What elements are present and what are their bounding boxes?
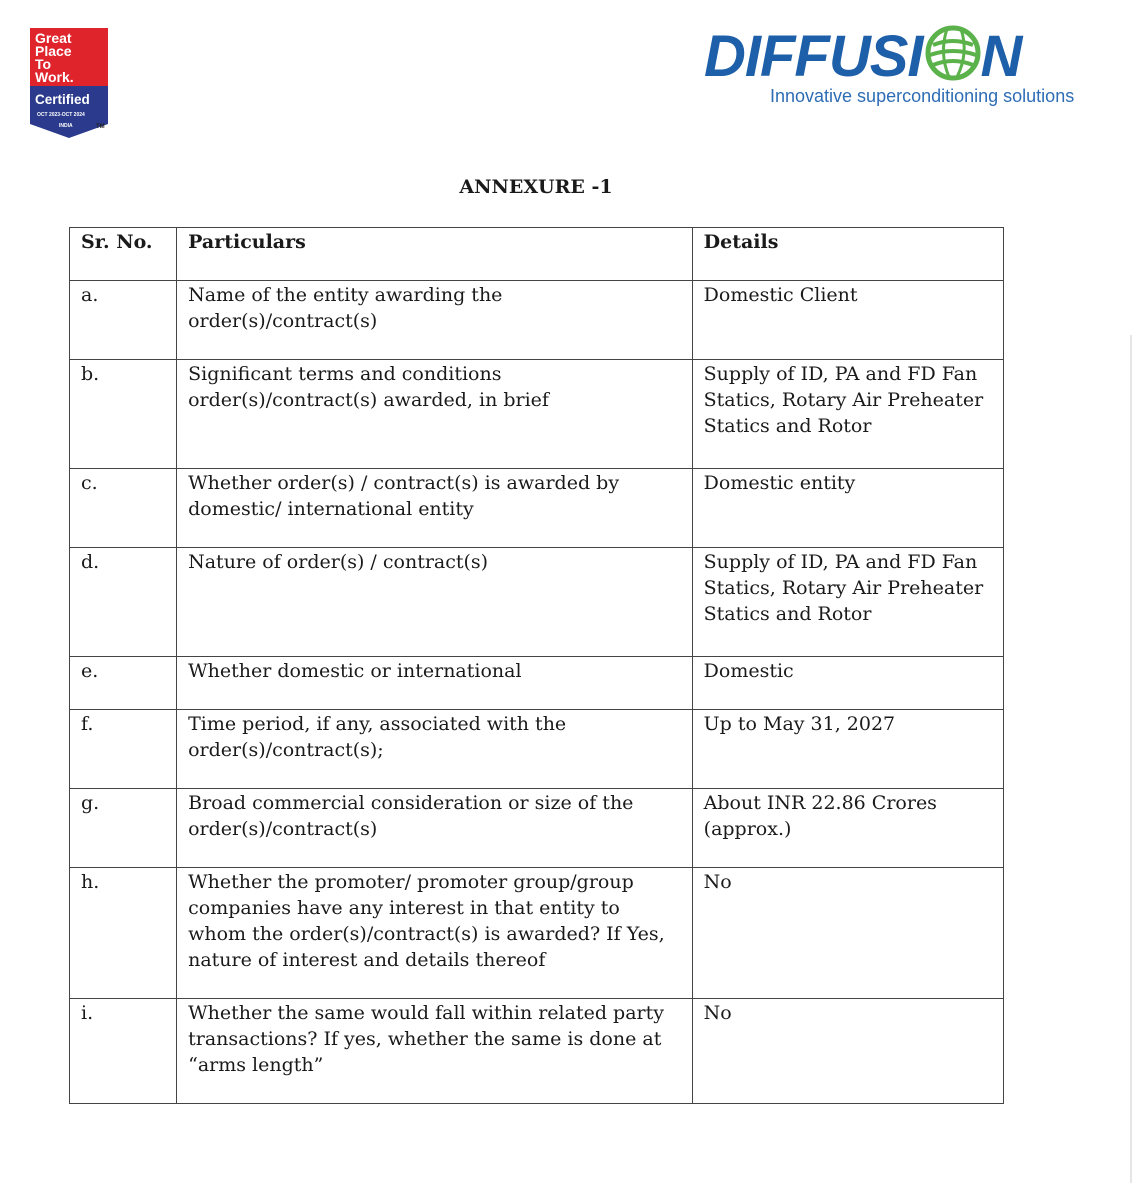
logo-word-left: DIFFUSI <box>704 24 923 89</box>
row-particular: Whether the promoter/ promoter group/group companies have any interest in that entity to whom the order(s)/contract(s) is awarded? If Yes, nature of interest and details thereof <box>177 868 693 999</box>
logo-tagline: Innovative superconditioning solutions <box>770 86 1075 106</box>
row-detail: Domestic Client <box>692 281 1003 360</box>
row-particular: Whether order(s) / contract(s) is awarded by domestic/ international entity <box>177 469 693 548</box>
badge-line-2: Place <box>35 43 72 59</box>
row-detail: Domestic entity <box>692 469 1003 548</box>
row-particular: Time period, if any, associated with the order(s)/contract(s); <box>177 710 693 789</box>
badge-line-4: Work. <box>35 69 74 85</box>
row-sr: d. <box>70 548 177 657</box>
badge-country: INDIA <box>59 123 73 129</box>
header-sr-no: Sr. No. <box>70 228 177 281</box>
table-row <box>70 657 1004 710</box>
badge-period: OCT 2023-OCT 2024 <box>37 112 85 118</box>
row-detail: Supply of ID, PA and FD Fan Statics, Rotary Air Preheater Statics and Rotor <box>692 548 1003 657</box>
badge-trademark: TM <box>96 124 105 130</box>
logo-word-right: N <box>980 24 1022 89</box>
table-row <box>70 281 1004 360</box>
row-sr: a. <box>70 281 177 360</box>
row-particular: Broad commercial consideration or size of the order(s)/contract(s) <box>177 789 693 868</box>
annexure-table <box>69 227 1004 1104</box>
row-detail: Up to May 31, 2027 <box>692 710 1003 789</box>
row-detail: Domestic <box>692 657 1003 710</box>
table-row <box>70 999 1004 1104</box>
row-sr: h. <box>70 868 177 999</box>
row-sr: f. <box>70 710 177 789</box>
badge-certified: Certified <box>35 92 90 107</box>
row-particular: Name of the entity awarding the order(s)/contract(s) <box>177 281 693 360</box>
row-sr: e. <box>70 657 177 710</box>
row-detail: No <box>692 868 1003 999</box>
badge-line-1: Great <box>35 30 72 46</box>
row-particular: Nature of order(s) / contract(s) <box>177 548 693 657</box>
table-row <box>70 469 1004 548</box>
badge-line-3: To <box>35 56 52 72</box>
row-particular: Significant terms and conditions order(s)/contract(s) awarded, in brief <box>177 360 693 469</box>
row-detail: No <box>692 999 1003 1104</box>
table-row <box>70 789 1004 868</box>
row-sr: b. <box>70 360 177 469</box>
great-place-to-work-badge <box>30 28 109 140</box>
row-sr: c. <box>70 469 177 548</box>
globe-icon <box>923 39 981 79</box>
header-details: Details <box>692 228 1003 281</box>
row-particular: Whether domestic or international <box>177 657 693 710</box>
document-title: ANNEXURE -1 <box>459 176 613 198</box>
diffusion-logo <box>704 24 1099 112</box>
row-particular: Whether the same would fall within related party transactions? If yes, whether the same is done at “arms length” <box>177 999 693 1104</box>
table-row <box>70 710 1004 789</box>
row-detail: Supply of ID, PA and FD Fan Statics, Rotary Air Preheater Statics and Rotor <box>692 360 1003 469</box>
table-row <box>70 360 1004 469</box>
table-row <box>70 548 1004 657</box>
scrollbar-track[interactable] <box>1130 335 1132 1183</box>
header-particulars: Particulars <box>177 228 693 281</box>
table-header-row <box>70 228 1004 281</box>
row-detail: About INR 22.86 Crores (approx.) <box>692 789 1003 868</box>
table-row <box>70 868 1004 999</box>
row-sr: i. <box>70 999 177 1104</box>
row-sr: g. <box>70 789 177 868</box>
